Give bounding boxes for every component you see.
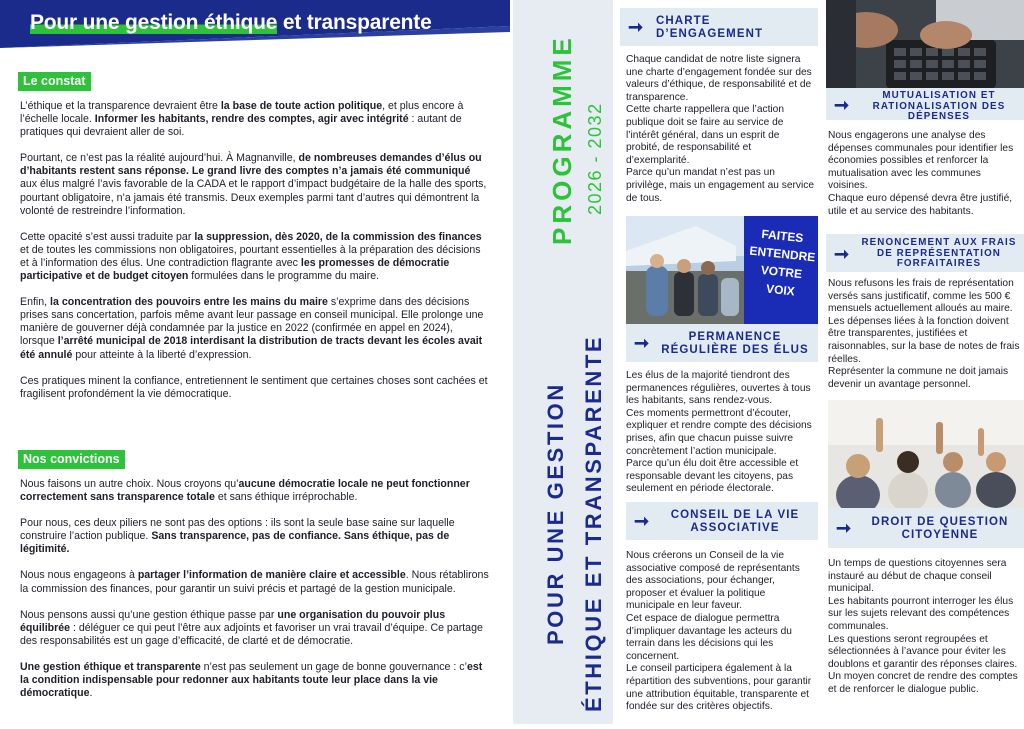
convictions-tag: Nos convictions (18, 450, 125, 469)
raised-hands-image (828, 400, 1024, 508)
renoncement-header (826, 234, 1024, 272)
charte-line: Chaque candidat de notre liste signera une charte d’engagement fondée sur des valeurs d’éthique, de responsabilité et de transparence. (626, 54, 812, 103)
left-panel (0, 0, 510, 724)
permanence-header (626, 324, 818, 362)
arrow-right-icon: ➞ (634, 511, 650, 531)
programme-label: PROGRAMME (547, 34, 577, 245)
commitments-column-2 (826, 0, 1024, 724)
constat-text (20, 100, 490, 414)
renoncement-line: Les dépenses liées à la fonction doivent être transparentes, justifiées et raisonnables, sur la base de notes de frais réelles. (828, 315, 1020, 365)
convictions-p4: Nous pensons aussi qu’une gestion éthique passe par une organisation du pouvoir plus équilibrée : déléguer ce qui peut l’être aux adjoints et favoriser un vrai travail d’équipe. Ce partage des responsabilités est un gage d’efficacité, de clarté et de démocratie. (20, 608, 483, 647)
renoncement-title: RENONCEMENT AUX FRAIS DE REPRÉSENTATION FORFAITAIRES (861, 237, 1017, 269)
convictions-text (20, 478, 490, 713)
charte-title: CHARTE D’ENGAGEMENT (656, 15, 764, 40)
renoncement-line: Représenter la commune ne doit jamais devenir un avantage personnel. (828, 366, 1009, 390)
mutualisation-header (826, 88, 1024, 120)
page-title-rest: et transparente (277, 11, 432, 34)
convictions-p2: Pour nous, ces deux piliers ne sont pas des options : ils sont la seule base saine sur laquelle construire l’action publique. Sans transparence, pas de confiance. Sans éthique, pas de légitimité. (20, 517, 455, 556)
vertical-title-line1: POUR UNE GESTION (543, 382, 568, 645)
arrow-right-icon: ➞ (834, 95, 850, 115)
constat-p4: Enfin, la concentration des pouvoirs entre les mains du maire s’exprime dans des décisions prises sans concertation, parfois même avant leur passage en conseil municipal. Elle prolonge une manière de gouverner déjà condamnée par la justice en 2022 (confirmée en appel en 2024), lorsque l’arrêté municipal de 2018 interdisant la distribution de tracts devant les écoles avait été annulé pour atteinte à la liberté d’expression. (20, 296, 484, 361)
charte-line: Parce qu’un mandat n’est pas un privilège, mais un engagement au service de tous. (626, 167, 815, 204)
mutualisation-text (828, 130, 1022, 218)
permanence-photo (626, 216, 818, 326)
commitments-column-1 (620, 0, 818, 724)
page-title (30, 11, 432, 35)
conseil-header (626, 502, 818, 540)
mutualisation-line: Nous engagerons une analyse des dépenses communales pour identifier les économies possibles et renforcer la mutualisation avec les communes voisines. (828, 130, 1014, 192)
charte-line: Cette charte rappellera que l’action publique doit se faire au service de l’intérêt général, dans un esprit de probité, de responsabilité et d’exemplarité. (626, 104, 785, 166)
vertical-title-svg (513, 0, 613, 724)
conseil-line: Nous créerons un Conseil de la vie associative composé de représentants des associations, pour échanger, proposer et évaluer la politique municipale en leur faveur. (626, 550, 800, 612)
sign-word: FAITES (760, 226, 805, 246)
question-line: Un moyen concret de rendre des comptes et de renforcer le dialogue public. (828, 671, 1018, 695)
title-banner (0, 0, 510, 48)
sign-word: VOTRE (760, 262, 803, 282)
arrow-right-icon: ➞ (834, 244, 850, 264)
arrow-right-icon: ➞ (836, 518, 852, 538)
vertical-title-band (513, 0, 613, 724)
page-title-highlight: Pour une gestion éthique (30, 11, 278, 34)
question-line: Les questions seront regroupées et sélectionnées à l’avance pour éviter les doublons et garantir des réponses claires. (828, 633, 1018, 670)
mutualisation-line: Chaque euro dépensé devra être justifié, utile et au service des habitants. (828, 192, 1013, 217)
convictions-p5: Une gestion éthique et transparente n’est pas seulement un gage de bonne gouvernance : c’est la condition indispensable pour redonner aux habitants toute leur place dans la vie démocratique. (20, 660, 483, 700)
renoncement-line: Nous refusons les frais de représentation versés sans justificatif, comme les 500 € mensuels actuellement alloués au maire. (828, 278, 1014, 315)
calculator-photo (826, 0, 1024, 88)
question-title: DROIT DE QUESTION CITOYENNE (871, 516, 1009, 541)
permanence-line: Parce qu’un élu doit être accessible et responsable devant les citoyens, pas seulement en période électorale. (626, 458, 799, 495)
conseil-text (626, 550, 816, 714)
convictions-p1: Nous faisons un autre choix. Nous croyons qu’aucune démocratie locale ne peut fonctionner correctement sans transparence totale et sans éthique irréprochable. (20, 478, 470, 504)
mutualisation-title: MUTUALISATION ET RATIONALISATION DES DÉPENSES (872, 90, 1006, 122)
charte-text (626, 54, 816, 205)
market-stand-image (626, 216, 818, 326)
arrow-right-icon: ➞ (634, 333, 650, 353)
constat-p3: Cette opacité s’est aussi traduite par la suppression, dès 2020, de la commission des finances et de toutes les commissions non obligatoires, pourtant essentielles à la préparation des décisions et à l’information des élus. Une contradiction flagrante avec les promesses de démocratie participative et de budget citoyen formulées dans le programme du maire. (20, 230, 482, 283)
permanence-line: Les élus de la majorité tiendront des permanences régulières, ouvertes à tous les habitants, sans rendez-vous. (626, 370, 811, 407)
calculator-image (826, 0, 1024, 88)
sign-word: VOIX (765, 281, 796, 299)
permanence-title: PERMANENCE RÉGULIÈRE DES ÉLUS (661, 331, 809, 356)
charte-header (620, 8, 818, 46)
years-label: 2026 - 2032 (585, 102, 605, 215)
arrow-right-icon: ➞ (628, 17, 644, 37)
conseil-line: Cet espace de dialogue permettra d’impliquer davantage les acteurs du terrain dans les décisions qui les concernent. (626, 612, 792, 662)
constat-p2: Pourtant, ce n’est pas la réalité aujourd’hui. À Magnanville, de nombreuses demandes d’élus ou d’habitants restent sans réponse. Le grand livre des comptes n’a jamais été communiqué aux élus malgré l’avis favorable de la CADA et le rapport d’impact budgétaire de la halle des sports, pourtant obligatoire, n’a jamais été transmis. Deux exemples parmi tant d’autres qui démontrent la volonté de restreindre l’information. (20, 152, 487, 217)
conseil-line: Le conseil participera également à la répartition des subventions, pour garantir une attribution équitable, transparente et fondée sur des critères objectifs. (626, 663, 812, 713)
question-photo (828, 400, 1024, 508)
constat-p1: L’éthique et la transparence devraient être la base de toute action politique, et plus encore à l’échelle locale. Informer les habitants, rendre des comptes, agir avec intégrité : autant de pratiques qui devraient aller de soi. (20, 100, 464, 139)
question-line: Les habitants pourront interroger les élus sur les sujets relevant des compétences communales. (828, 595, 1014, 632)
question-text (828, 558, 1022, 697)
sign-word: ENTENDRE (748, 243, 816, 265)
question-header (828, 508, 1024, 548)
vertical-title-line2: ÉTHIQUE ET TRANSPARENTE (581, 334, 606, 712)
permanence-text (626, 370, 816, 496)
conseil-title: CONSEIL DE LA VIE ASSOCIATIVE (670, 509, 800, 534)
convictions-p3: Nous nous engageons à partager l’information de manière claire et accessible. Nous rétablirons la commission des finances, pour garantir un suivi précis et partagé de la gestion municipale. (20, 569, 489, 595)
constat-p5: Ces pratiques minent la confiance, entretiennent le sentiment que certaines choses sont cachées et fragilisent profondément la vie démocratique. (20, 374, 488, 400)
question-line: Un temps de questions citoyennes sera instauré au début de chaque conseil municipal. (828, 558, 1007, 595)
constat-tag: Le constat (18, 72, 91, 91)
renoncement-text (828, 278, 1022, 391)
permanence-line: Ces moments permettront d’écouter, expliquer et rendre compte des décisions prises, afin que chacun puisse suivre concrètement l’action municipale. (626, 407, 812, 457)
